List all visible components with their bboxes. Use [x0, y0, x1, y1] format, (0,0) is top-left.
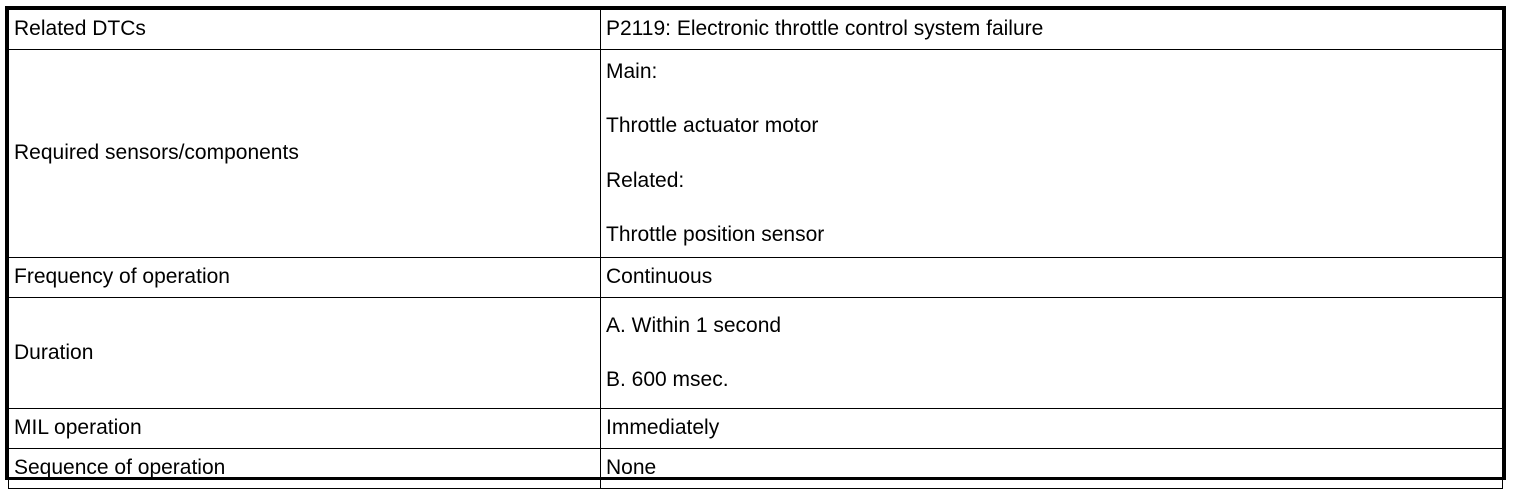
row-value: Immediately — [601, 409, 1503, 449]
value-line-b: B. 600 msec. — [606, 367, 729, 391]
value-line-related-item: Throttle position sensor — [606, 223, 825, 247]
row-value-cell — [601, 50, 1503, 258]
row-label: Related DTCs — [9, 10, 601, 50]
row-value: P2119: Electronic throttle control system failure — [601, 10, 1503, 50]
value-line-a: A. Within 1 second — [606, 314, 782, 337]
row-value: None — [601, 449, 1503, 489]
row-value-cell — [601, 298, 1503, 409]
row-label: Frequency of operation — [9, 258, 601, 298]
value-stack — [606, 58, 1497, 250]
value-line-main-heading: Main: — [606, 59, 658, 83]
table-row-frequency — [9, 258, 1503, 298]
row-label: Duration — [9, 298, 601, 409]
table-row-mil-operation — [9, 409, 1503, 449]
row-label: Required sensors/components — [9, 50, 601, 258]
table-row-required-components — [9, 50, 1503, 258]
dtc-spec-table — [8, 9, 1503, 489]
table-row-sequence — [9, 449, 1503, 489]
row-label: MIL operation — [9, 409, 601, 449]
value-line-main-item: Throttle actuator motor — [606, 114, 819, 138]
table-row-related-dtcs — [9, 10, 1503, 50]
spec-table-frame — [5, 6, 1506, 480]
row-value: Continuous — [601, 258, 1503, 298]
row-label: Sequence of operation — [9, 449, 601, 489]
table-row-duration — [9, 298, 1503, 409]
value-line-related-heading: Related: — [606, 168, 685, 192]
value-stack — [606, 312, 1497, 394]
